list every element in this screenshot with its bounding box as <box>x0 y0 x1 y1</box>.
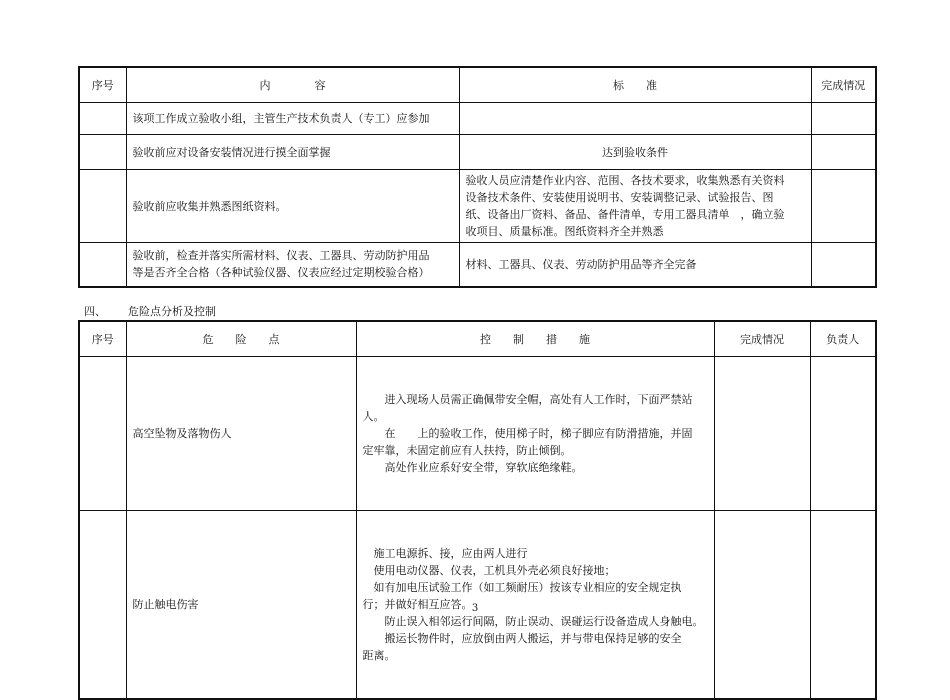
hazard-control-table <box>78 320 877 700</box>
row-hazard: 防止触电伤害 <box>126 511 356 700</box>
row-standard <box>459 103 811 135</box>
table-row <box>79 170 876 243</box>
measure-line: 在 上的验收工作，使用梯子时，梯子脚应有防滑措施，并固 <box>362 427 693 440</box>
standard-line: 设备技术条件、安装使用说明书、安装调整记录、试验报告、图 <box>465 191 774 204</box>
header-standard: 标 准 <box>459 67 811 103</box>
measure-line: 施工电源拆、接，应由两人进行 <box>362 547 528 560</box>
page-number: 3 <box>471 603 479 614</box>
measure-line: 人。 <box>362 410 385 423</box>
measure-line: 高处作业应系好安全带，穿软底绝缘鞋。 <box>362 461 583 474</box>
table-row <box>79 103 876 135</box>
row-measures <box>356 357 714 511</box>
standard-line: 材料、工器具、仪表、劳动防护用品等齐全完备 <box>465 257 697 271</box>
row-status <box>811 135 876 170</box>
row-content <box>126 135 459 170</box>
header-seq: 序号 <box>79 67 126 103</box>
table-row <box>79 135 876 170</box>
content-line: 该项工作成立验收小组，主管生产技术负责人（专工）应参加 <box>132 112 430 125</box>
measure-line: 定牢靠，未固定前应有人扶持，防止倾倒。 <box>362 444 572 457</box>
section-title: 危险点分析及控制 <box>128 305 216 318</box>
table-header-row <box>79 67 876 103</box>
header-owner: 负责人 <box>810 321 876 357</box>
header-status: 完成情况 <box>714 321 810 357</box>
header-hazard: 危 险 点 <box>126 321 356 357</box>
row-status <box>811 170 876 243</box>
row-standard <box>459 135 811 170</box>
row-standard <box>459 243 811 287</box>
row-content <box>126 243 459 287</box>
row-status <box>714 357 810 511</box>
table-row <box>79 357 876 511</box>
row-seq <box>79 170 126 243</box>
row-owner <box>810 357 876 511</box>
row-status <box>811 103 876 135</box>
table-row <box>79 243 876 287</box>
row-content <box>126 103 459 135</box>
standard-line: 纸、设备出厂资料、备品、备件清单，专用工器具清单 ，确立验 <box>465 208 785 221</box>
row-seq <box>79 357 126 511</box>
content-line: 验收前应对设备安装情况进行摸全面掌握 <box>132 145 331 159</box>
row-standard <box>459 170 811 243</box>
measure-line: 如有加电压试验工作（如工频耐压）按该专业相应的安全规定执 <box>362 581 682 594</box>
measure-line: 搬运长物件时，应放倒由两人搬运，并与带电保持足够的安全 <box>362 632 682 645</box>
measure-line: 防止误入相邻运行间隔，防止误动、误碰运行设备造成人身触电。 <box>362 615 704 628</box>
header-measures: 控 制 措 施 <box>356 321 714 357</box>
header-status: 完成情况 <box>811 67 876 103</box>
content-line: 等是否齐全合格（各种试验仪器、仪表应经过定期校验合格） <box>132 266 430 280</box>
content-line: 验收前，检查并落实所需材料、仪表、工器具、劳动防护用品 <box>132 249 430 263</box>
standard-line: 达到验收条件 <box>602 145 668 159</box>
section-number: 四、 <box>84 305 106 318</box>
standard-line: 收项目、质量标准。图纸资料齐全并熟悉 <box>465 225 664 238</box>
header-content: 内 容 <box>126 67 459 103</box>
section-heading <box>84 303 216 319</box>
standard-line: 验收人员应清楚作业内容、范围、各技术要求，收集熟悉有关资料 <box>465 174 785 187</box>
measure-line: 行；并做好相互应答。 <box>362 598 473 611</box>
measure-line: 进入现场人员需正确佩带安全帽，高处有人工作时，下面严禁站 <box>362 393 693 406</box>
measure-line: 使用电动仪器、仪表，工机具外壳必须良好接地； <box>362 564 616 577</box>
row-seq <box>79 103 126 135</box>
row-seq <box>79 135 126 170</box>
measure-line: 距离。 <box>362 649 396 662</box>
content-line: 验收前应收集并熟悉图纸资料。 <box>132 199 287 213</box>
row-hazard: 高空坠物及落物伤人 <box>126 357 356 511</box>
acceptance-table <box>78 66 877 288</box>
row-content <box>126 170 459 243</box>
table-header-row <box>79 321 876 357</box>
header-seq: 序号 <box>79 321 126 357</box>
row-seq <box>79 243 126 287</box>
row-status <box>811 243 876 287</box>
